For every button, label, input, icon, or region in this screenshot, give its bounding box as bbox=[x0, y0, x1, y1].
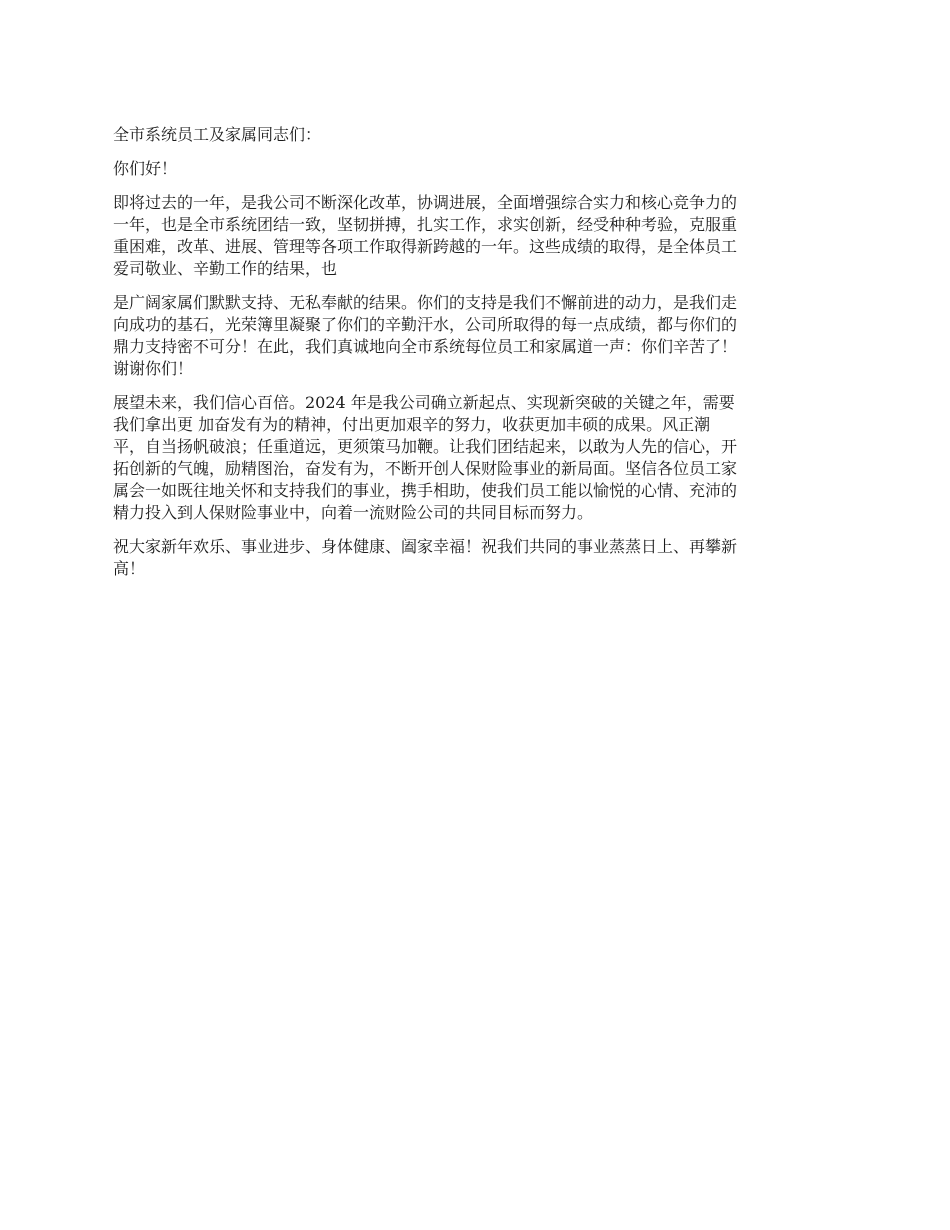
paragraph-line: 谢谢你们！ bbox=[113, 359, 194, 378]
paragraph-line: 拓创新的气魄，励精图治，奋发有为，不断开创人保财险事业的新局面。坚信各位员工家 bbox=[113, 459, 738, 478]
paragraph-achievements bbox=[113, 192, 841, 280]
paragraph-line: 鼎力支持密不可分！在此，我们真诚地向全市系统每位员工和家属道一声：你们辛苦了！ bbox=[113, 337, 738, 356]
paragraph-line: 即将过去的一年，是我公司不断深化改革，协调进展，全面增强综合实力和核心竞争力的 bbox=[113, 193, 738, 212]
paragraph-line: 一年，也是全市系统团结一致，坚韧拼搏，扎实工作，求实创新，经受种种考验，克服重 bbox=[113, 215, 738, 234]
paragraph-line: 祝大家新年欢乐、事业进步、身体健康、阖家幸福！祝我们共同的事业蒸蒸日上、再攀新 bbox=[113, 537, 738, 556]
paragraph-line: 精力投入到人保财险事业中，向着一流财险公司的共同目标而努力。 bbox=[113, 503, 594, 522]
paragraph-wishes bbox=[113, 536, 841, 580]
paragraph-line: 是广阔家属们默默支持、无私奉献的结果。你们的支持是我们不懈前进的动力，是我们走 bbox=[113, 293, 738, 312]
paragraph-line: 平，自当扬帆破浪；任重道远，更须策马加鞭。让我们团结起来，以敢为人先的信心，开 bbox=[113, 437, 738, 456]
paragraph-line: 展望未来，我们信心百倍。2024 年是我公司确立新起点、实现新突破的关键之年，需要 bbox=[113, 393, 735, 412]
paragraph-line: 高！ bbox=[113, 559, 146, 578]
paragraph-thanks bbox=[113, 292, 841, 380]
paragraph-line: 属会一如既往地关怀和支持我们的事业，携手相助，使我们员工能以愉悦的心情、充沛的 bbox=[113, 481, 738, 500]
greeting: 你们好！ bbox=[113, 159, 178, 178]
paragraph-line: 我们拿出更 加奋发有为的精神，付出更加艰辛的努力，收获更加丰硕的成果。风正潮 bbox=[113, 415, 711, 434]
paragraph-line: 重困难，改革、进展、管理等各项工作取得新跨越的一年。这些成绩的取得，是全体员工 bbox=[113, 237, 738, 256]
paragraph-line: 爱司敬业、辛勤工作的结果，也 bbox=[113, 259, 338, 278]
salutation: 全市系统员工及家属同志们： bbox=[113, 125, 322, 144]
paragraph-outlook bbox=[113, 392, 841, 524]
letter-body bbox=[113, 124, 841, 592]
paragraph-line: 向成功的基石，光荣簿里凝聚了你们的辛勤汗水，公司所取得的每一点成绩，都与你们的 bbox=[113, 315, 738, 334]
